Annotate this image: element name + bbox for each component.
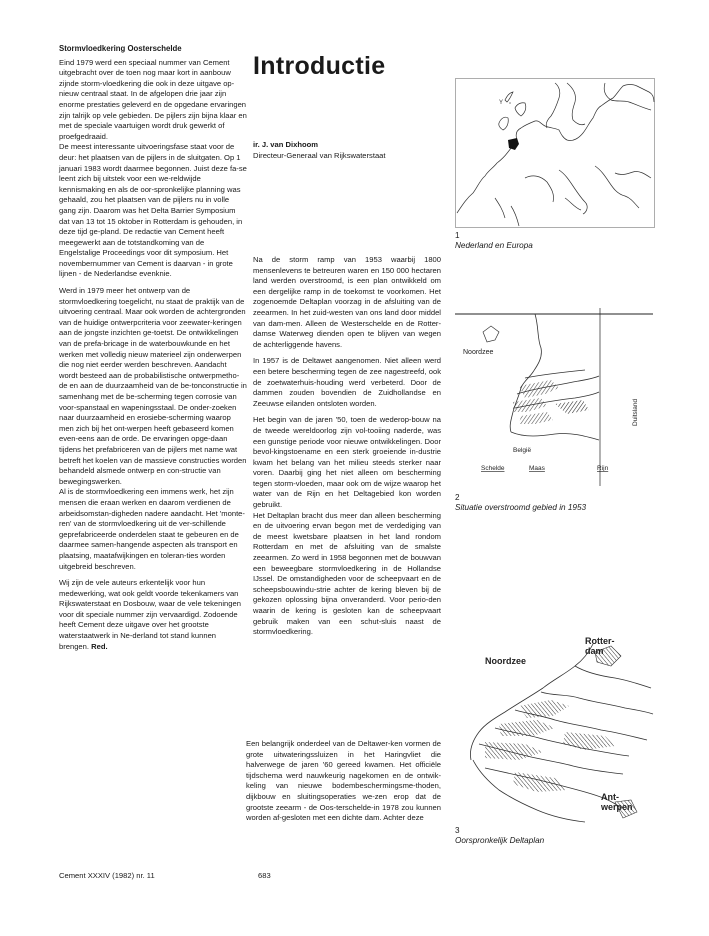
figure-3-number: 3 (455, 826, 460, 835)
journal-footer: Cement XXXIV (1982) nr. 11 (59, 871, 155, 880)
body-paragraph-1: Na de storm ramp van 1953 waarbij 1800 mensenlevens te betreuren waren en 150 000 hectaren land werden overstroomd, is een plan ontwikkeld om een dergelijke ramp in de toekomst te voorkomen. Het zogenoemde Deltaplan voorzag in de afsluiting van de zeearmen. In het zuid-westen van ons land door middel van dam-men. Alleen de Westerschelde en de Rotter-damse Waterweg dienden open te blijven van wegen de achterliggende havens. (253, 255, 441, 349)
editorial-paragraph-3-text: Wij zijn de vele auteurs erkentelijk voor hun medewerking, wat ook geldt voorde tekenkamers van Rijkswaterstaat en Dosbouw, waar de vele tekeningen voor dit speciale nummer zijn vervaardigd. Zodoende heeft Cement deze uitgave over het grootste waterstaatwerk in Ne-derland tot stand kunnen brengen. (59, 578, 241, 651)
editorial-paragraph-3 (59, 578, 247, 652)
figure-2-title: Situatie overstroomd gebied in 1953 (455, 503, 587, 512)
figure-2-flood-map (455, 308, 655, 486)
figure-3-label-rotterdam-1: Rotter- (585, 636, 615, 646)
editorial-paragraph-2: Werd in 1979 meer het ontwerp van de stormvloedkering toegelicht, nu staat de praktijk van de uitvoering centraal. Maar ook worden de achtergronden van de huidige ontwerpcriteria voor zeewater-keringen aan de jongste inzichten ge-toetst. De ontwikkelingen van de prefa-bricage in de waterbouwkunde en het werken met volledig nieuw materieel zijn onderwerpen die nog niet eerder werden beschreven. Aandacht wordt besteed aan de probabilistische ontwerpmetho-de en aan de duurzaamheid van de be-tonconstructie in samenhang met de be-scherming tegen corrosie van voor-spanstaal en wapeningsstaal. De onder-zoeken naar duurzaamheid en erosiebe-scherming waarop men zich bij het ont-werpen heeft gebaseerd komen even-eens aan de orde. De ervaringen opge-daan tijdens het prefabriceren van de pijlers met name wat betreft het koelen van de massieve constructies worden behandeld alsmede ontwerp en con-structie van bewegingswerken. Al is de stormvloedkering een immens werk, het zijn mensen die eraan werken en daarom verdienen de arbeidsomstan-digheden nadere aandacht. Het 'monte-ren' van de stormvloedkering uit de ver-schillende geprefabriceerde onderdelen staat te gebeuren en de daarmee samen-hangende aspecten als transport en plaatsing, maatafwijkingen en toleran-ties worden uitgebreid beschreven. (59, 286, 247, 571)
author-block (253, 140, 386, 161)
article-title: Introductie (253, 52, 386, 80)
figure-2-label-sea: Noordzee (463, 349, 494, 356)
figure-2-label-germany: Duitsland (632, 398, 639, 426)
figure-3-deltaplan-map (455, 632, 655, 824)
figure-3-label-rotterdam-2: dam (585, 646, 604, 656)
body-continuation: Een belangrijk onderdeel van de Deltawer-ken vormen de grote uitwateringssluizen in het Haringvliet die halverwege de jaren '60 gereed kwamen. Het officiële tijdschema werd nauwkeurig nagekomen en de ontwik-keling van nieuwe bodembeschermingsme-thoden, dijkbouw en sluitingsoperaties we-zen erop dat de grootste zeearm - de Oos-terschelde-in 1978 zou kunnen worden af-gesloten met een dichte dam. Achter deze (246, 739, 441, 823)
figure-1-title: Nederland en Europa (455, 241, 533, 250)
article-body (253, 255, 441, 638)
figure-2-caption (455, 493, 586, 513)
figure-3-caption (455, 826, 544, 846)
figure-2-label-belgium: België (513, 447, 532, 454)
figure-3-label-antwerpen-1: Ant- (601, 792, 619, 802)
figure-1-europe-map (455, 78, 655, 228)
figure-2-label-maas: Maas (529, 465, 545, 472)
page-number: 683 (258, 871, 271, 880)
editorial-paragraph-1: Eind 1979 werd een speciaal nummer van Cement uitgebracht over de toen nog maar kort in aanbouw zijnde storm-vloedkering die ook in deze uitgave op-nieuw centraal staat. In de afgelopen drie jaar zijn enorme prestaties geleverd en de opgedane ervaringen zijn talrijk op vele gebieden. De pijlers zijn bijna klaar en met de speciale vaartuigen wordt druk gewerkt of proefgedraaid. De meest interessante uitvoeringsfase staat voor de deur: het plaatsen van de pijlers in de sluitgaten. Op 1 januari 1983 wordt daarmee begonnen. Juist deze fa-se leent zich bij uitstek voor een we-reldwijde kennismaking en als de oor-spronkelijke planning was gehaald, zou het plaatsen van de pijlers nu in volle gang zijn. Daarom was het Delta Barrier Symposium dat van 13 tot 15 oktober in Rotterdam is gehouden, in deze tijd ge-pland. De redactie van Cement heeft meegewerkt aan de totstandkoming van de Engelstalige Proceedings voor dit symposium. Het novembernummer van Cement is daarvan - in grote lijnen - de Nederlandse evenknie. (59, 57, 247, 279)
figure-2-label-rijn: Rijn (597, 465, 609, 472)
figure-1-caption (455, 231, 533, 251)
figure-3-label-antwerpen-2: werpen (601, 802, 633, 812)
svg-text:Y: Y (499, 100, 504, 106)
svg-text:°: ° (509, 102, 511, 108)
editorial-column (59, 44, 247, 652)
figure-3-title: Oorspronkelijk Deltaplan (455, 836, 545, 845)
figure-3-label-sea: Noordzee (485, 656, 527, 666)
editorial-heading: Stormvloedkering Oosterschelde (59, 44, 182, 53)
figure-2-label-schelde: Schelde (481, 465, 505, 472)
author-role: Directeur-Generaal van Rijkswaterstaat (253, 150, 386, 160)
body-paragraph-2: In 1957 is de Deltawet aangenomen. Niet alleen werd een betere bescherming tegen de zee nagestreefd, ook de zoetwaterhuis-houding werd verbeterd. Door de dammen zouden bovendien de Zuidhollandse en Zeeuwse eilanden ontsloten worden. (253, 356, 441, 408)
editorial-signature: Red. (91, 641, 108, 651)
figure-2-number: 2 (455, 493, 460, 502)
author-name: ir. J. van Dixhoom (253, 140, 318, 149)
figure-1-number: 1 (455, 231, 460, 240)
body-paragraph-3: Het begin van de jaren '50, toen de wederop-bouw na de tweede wereldoorlog zijn vol-tooiing naderde, was een gunstige periode voor nieuwe ontwikkelingen. Door bevol-kingstoename en een sterk groeiende in-dustrie kwam het belang van het milieu steeds sterker naar voren. Daarbij ging het niet alleen om bescherming tegen storm-vloeden, maar ook om de wijze waarop het water van de Rijn en het Deltagebied kon worden gebruikt. Het Deltaplan bracht dus meer dan alleen bescherming en de uitvoering ervan begon met de verdediging van de meest kwetsbare plaatsen in het land rondom Rotterdam en met de afsluiting van de smalste zeearmen. Zo werd in 1958 begonnen met de bouwvan een beweegbare stormvloedkering in de Hollandse IJssel. De omstandigheden voor de scheepvaart en de scheepsbouwindu-strie achter de kering bleven bij de gekozen oplossing bijna onveranderd. Voor perio-den waarin de kering is gesloten kan de scheepvaart gebruik maken van een schut-sluis naast de stormvloedkering. (253, 415, 441, 637)
